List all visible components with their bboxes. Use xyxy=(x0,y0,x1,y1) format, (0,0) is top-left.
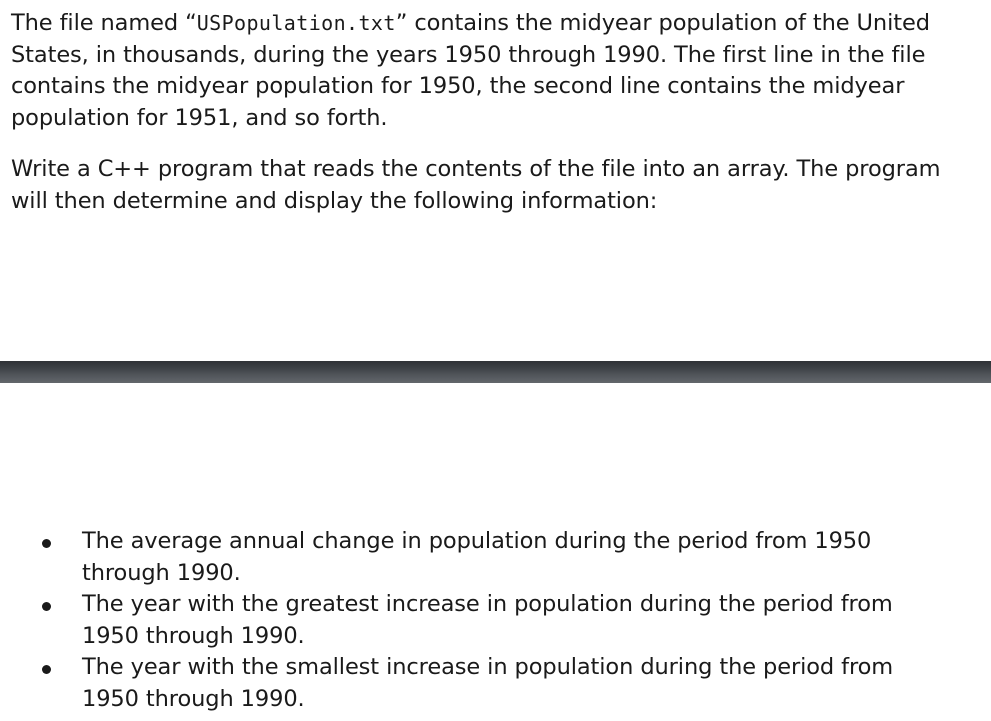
section-divider xyxy=(0,361,991,383)
list-item xyxy=(0,526,991,589)
bullet-icon xyxy=(42,539,51,548)
bullet-icon xyxy=(42,602,51,611)
intro-suffix: ” contains the midyear population of the United States, in thousands, during the years 1950 through 1990. The first line in the file contains the midyear population for 1950, the second line contains the midyear population for 1951, and so forth. xyxy=(11,10,930,131)
list-item-text: The year with the smallest increase in population during the period from 1950 through 1990. xyxy=(82,654,894,712)
list-item xyxy=(0,589,991,652)
task-paragraph: Write a C++ program that reads the contents of the file into an array. The program will then determine and display the following information: xyxy=(11,156,941,214)
list-item xyxy=(0,652,991,715)
requirements-list xyxy=(0,526,991,715)
list-item-text: The average annual change in population during the period from 1950 through 1990. xyxy=(82,528,872,586)
filename-code: USPopulation.txt xyxy=(196,11,396,35)
intro-prefix: The file named “ xyxy=(11,10,197,36)
bullet-icon xyxy=(42,665,51,674)
list-item-text: The year with the greatest increase in population during the period from 1950 through 1990. xyxy=(82,591,893,649)
intro-paragraph xyxy=(11,8,971,134)
